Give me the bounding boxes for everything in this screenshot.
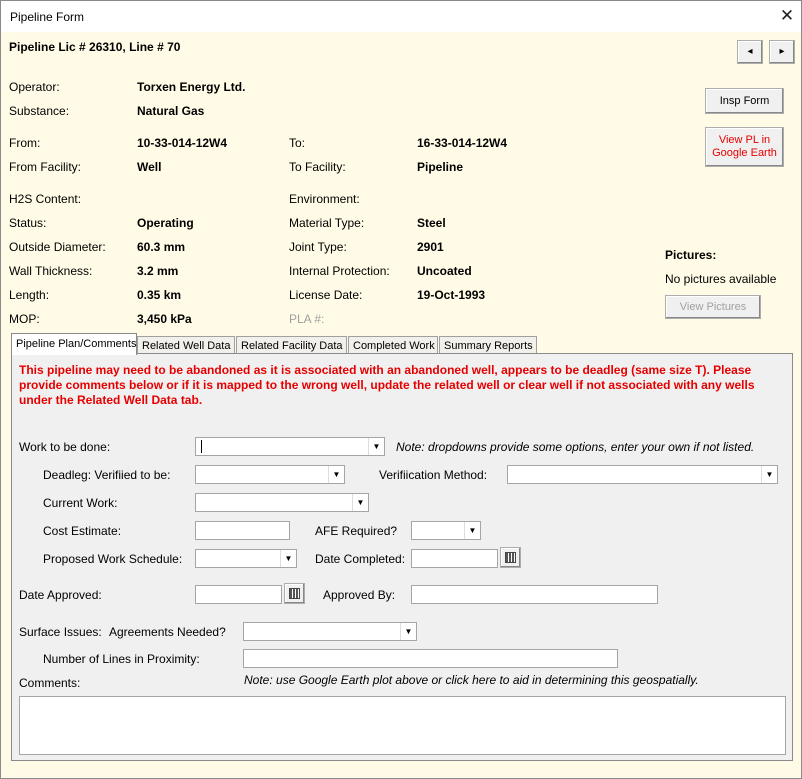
work-to-be-done-label: Work to be done: <box>19 440 111 454</box>
date-completed-input[interactable] <box>411 549 498 568</box>
tab-related-well-data[interactable]: Related Well Data <box>137 336 235 354</box>
mop-label: MOP: <box>9 312 40 326</box>
next-record-button[interactable] <box>769 40 795 64</box>
date-completed-label: Date Completed: <box>315 552 406 566</box>
view-pictures-button[interactable]: View Pictures <box>665 295 761 319</box>
lines-in-proximity-label: Number of Lines in Proximity: <box>43 652 200 666</box>
verification-method-dropdown[interactable] <box>507 465 778 484</box>
lines-in-proximity-input[interactable] <box>243 649 618 668</box>
length-label: Length: <box>9 288 50 302</box>
close-icon[interactable]: ✕ <box>779 6 795 25</box>
current-work-label: Current Work: <box>43 496 118 510</box>
operator-value: Torxen Energy Ltd. <box>137 80 246 94</box>
google-earth-note-link[interactable]: Note: use Google Earth plot above or click here to aid in determining this geospatially. <box>244 673 699 687</box>
work-to-be-done-dropdown[interactable] <box>195 437 385 456</box>
joint-type-label: Joint Type: <box>289 240 347 254</box>
length-value: 0.35 km <box>137 288 182 302</box>
h2s-label: H2S Content: <box>9 192 82 206</box>
date-approved-input[interactable] <box>195 585 282 604</box>
to-value: 16-33-014-12W4 <box>417 136 508 150</box>
arrow-right-icon: ▸ <box>779 46 785 57</box>
chevron-down-icon[interactable]: ▼ <box>280 550 296 567</box>
license-date-value: 19-Oct-1993 <box>417 288 486 302</box>
approved-by-input[interactable] <box>411 585 658 604</box>
material-value: Steel <box>417 216 446 230</box>
calendar-icon <box>505 552 516 563</box>
chevron-down-icon[interactable]: ▼ <box>400 623 416 640</box>
tab-summary-reports[interactable]: Summary Reports <box>439 336 537 354</box>
license-date-label: License Date: <box>289 288 363 302</box>
surface-issues-label: Surface Issues: <box>19 625 102 639</box>
comments-label: Comments: <box>19 676 81 690</box>
mop-value: 3,450 kPa <box>137 312 192 326</box>
to-facility-value: Pipeline <box>417 160 464 174</box>
view-pl-google-earth-button[interactable] <box>705 127 784 167</box>
to-label: To: <box>289 136 306 150</box>
abandonment-warning: This pipeline may need to be abandoned as it is associated with an abandoned well, appears to be deadleg (same size T). Please provide comments below or if it is mapped to the wrong well, update the related well or clear well if not associated with any wells under the Related Well Data tab. <box>19 363 755 407</box>
window-title: Pipeline Form <box>10 10 85 24</box>
internal-protection-value: Uncoated <box>417 264 472 278</box>
chevron-down-icon[interactable]: ▼ <box>368 438 384 455</box>
comments-textarea[interactable] <box>19 696 786 755</box>
outside-diameter-value: 60.3 mm <box>137 240 186 254</box>
afe-required-label: AFE Required? <box>315 524 398 538</box>
from-label: From: <box>9 136 41 150</box>
wall-thickness-label: Wall Thickness: <box>9 264 93 278</box>
agreements-needed-dropdown[interactable] <box>243 622 417 641</box>
arrow-left-icon: ◂ <box>747 46 753 57</box>
from-value: 10-33-014-12W4 <box>137 136 228 150</box>
previous-record-button[interactable] <box>737 40 763 64</box>
proposed-work-schedule-label: Proposed Work Schedule: <box>43 552 183 566</box>
status-label: Status: <box>9 216 47 230</box>
material-label: Material Type: <box>289 216 365 230</box>
view-pl-line2: Google Earth <box>712 147 777 159</box>
substance-value: Natural Gas <box>137 104 205 118</box>
from-facility-label: From Facility: <box>9 160 81 174</box>
chevron-down-icon[interactable]: ▼ <box>464 522 480 539</box>
date-completed-calendar-button[interactable] <box>500 547 521 568</box>
tab-completed-work[interactable]: Completed Work <box>348 336 438 354</box>
chevron-down-icon[interactable]: ▼ <box>328 466 344 483</box>
verification-method-label: Verifiication Method: <box>379 468 488 482</box>
pipeline-title: Pipeline Lic # 26310, Line # 70 <box>9 40 181 54</box>
tab-pipeline-plan-comments[interactable]: Pipeline Plan/Comments <box>11 333 137 355</box>
insp-form-button[interactable]: Insp Form <box>705 88 784 114</box>
operator-label: Operator: <box>9 80 60 94</box>
view-pl-line1: View PL in <box>718 134 771 146</box>
pla-label: PLA #: <box>289 312 325 326</box>
deadleg-dropdown[interactable] <box>195 465 345 484</box>
cost-estimate-input[interactable] <box>195 521 290 540</box>
dropdown-note: Note: dropdowns provide some options, enter your own if not listed. <box>396 440 755 454</box>
proposed-work-schedule-dropdown[interactable] <box>195 549 297 568</box>
pictures-label: Pictures: <box>665 248 717 262</box>
text-caret <box>201 440 202 453</box>
current-work-dropdown[interactable] <box>195 493 369 512</box>
agreements-needed-label: Agreements Needed? <box>109 625 226 639</box>
joint-type-value: 2901 <box>417 240 444 254</box>
tab-related-facility-data[interactable]: Related Facility Data <box>236 336 347 354</box>
cost-estimate-label: Cost Estimate: <box>43 524 122 538</box>
title-bar <box>1 1 801 32</box>
approved-by-label: Approved By: <box>323 588 396 602</box>
date-approved-calendar-button[interactable] <box>284 583 305 604</box>
no-pictures-text: No pictures available <box>665 272 777 286</box>
date-approved-label: Date Approved: <box>19 588 102 602</box>
internal-protection-label: Internal Protection: <box>289 264 390 278</box>
chevron-down-icon[interactable]: ▼ <box>761 466 777 483</box>
substance-label: Substance: <box>9 104 70 118</box>
to-facility-label: To Facility: <box>289 160 346 174</box>
deadleg-label: Deadleg: Verifiied to be: <box>43 468 171 482</box>
chevron-down-icon[interactable]: ▼ <box>352 494 368 511</box>
status-value: Operating <box>137 216 194 230</box>
outside-diameter-label: Outside Diameter: <box>9 240 106 254</box>
wall-thickness-value: 3.2 mm <box>137 264 179 278</box>
afe-required-dropdown[interactable] <box>411 521 481 540</box>
from-facility-value: Well <box>137 160 162 174</box>
environment-label: Environment: <box>289 192 360 206</box>
calendar-icon <box>289 588 300 599</box>
